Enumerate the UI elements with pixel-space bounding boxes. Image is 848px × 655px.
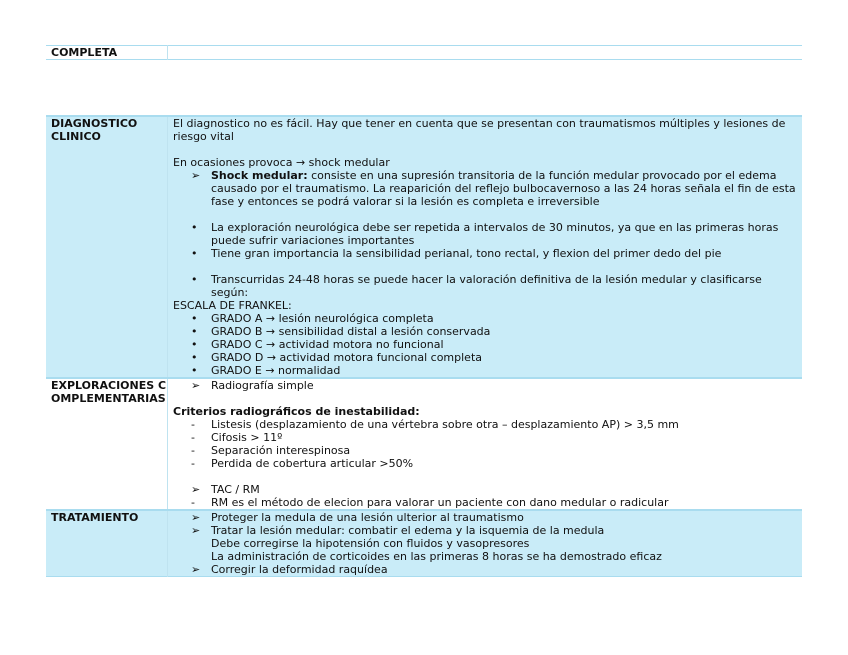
grado-item: • GRADO B → sensibilidad distal a lesión conservada — [191, 325, 491, 338]
row-content-empty — [168, 46, 803, 60]
expl-rx-item: ➢ Radiografía simple — [191, 379, 314, 392]
main-table — [46, 115, 802, 577]
criterios-heading: Criterios radiográficos de inestabilidad: — [173, 405, 420, 418]
trat-item-2: ➢ Tratar la lesión medular: combatir el edema y la isquemia de la medula — [191, 524, 605, 537]
diag-paragraph-2: En ocasiones provoca → shock medular — [173, 156, 390, 169]
diagnostico-row — [46, 116, 802, 378]
grado-item: • GRADO C → actividad motora no funcional — [191, 338, 444, 351]
diag-bullet-1: • La exploración neurológica debe ser repetida a intervalos de 30 minutos, ya que en las primeras horas puede sufrir variaciones importantes — [191, 221, 779, 247]
diag-bullet-3: • Transcurridas 24-48 horas se puede hacer la valoración definitiva de la lesión medular y clasificarse según: — [191, 273, 762, 299]
top-row — [46, 46, 802, 60]
arrow-bullet-icon: ➢ — [191, 379, 201, 392]
grado-item: • GRADO A → lesión neurológica completa — [191, 312, 434, 325]
trat-item-1: ➢ Proteger la medula de una lesión ulterior al traumatismo — [191, 511, 524, 524]
dash-icon: - — [191, 444, 195, 457]
grado-item: • GRADO E → normalidad — [191, 364, 341, 377]
arrow-bullet-icon: ➢ — [191, 169, 201, 182]
shock-title: Shock medular: — [211, 169, 308, 182]
dash-icon: - — [191, 431, 195, 444]
diag-bullet-2: • Tiene gran importancia la sensibilidad perianal, tono rectal, y flexion del primer dedo del pie — [191, 247, 722, 260]
exploraciones-row — [46, 378, 802, 510]
bullet-icon: • — [191, 221, 198, 234]
bullet-icon: • — [191, 312, 198, 325]
arrow-bullet-icon: ➢ — [191, 563, 201, 576]
criterio-item: - Cifosis > 11º — [191, 431, 283, 444]
row-label-diagnostico: DIAGNOSTICO CLINICO — [46, 116, 168, 378]
row-label-exploraciones: EXPLORACIONES COMPLEMENTARIAS — [46, 378, 168, 510]
row-label-completa: COMPLETA — [46, 46, 168, 60]
bullet-icon: • — [191, 247, 198, 260]
dash-icon: - — [191, 496, 195, 509]
tratamiento-content — [168, 510, 803, 577]
criterio-item: - Listesis (desplazamiento de una vértebra sobre otra – desplazamiento AP) > 3,5 mm — [191, 418, 679, 431]
criterio-item: - Separación interespinosa — [191, 444, 351, 457]
criterio-item: - Perdida de cobertura articular >50% — [191, 457, 414, 470]
top-table — [46, 45, 802, 60]
expl-rm-item: - RM es el método de elecion para valorar un paciente con dano medular o radicular — [191, 496, 669, 509]
grado-item: • GRADO D → actividad motora funcional completa — [191, 351, 482, 364]
dash-icon: - — [191, 418, 195, 431]
bullet-icon: • — [191, 273, 198, 286]
arrow-bullet-icon: ➢ — [191, 511, 201, 524]
trat-item-3: ➢ Corregir la deformidad raquídea — [191, 563, 388, 576]
shock-text: consiste en una supresión transitoria de la función medular provocado por el edema causado por el traumatismo. La reaparición del reflejo bulbocavernoso a las 24 horas señala el fin de esta fase y entonces se podrá valorar si la lesión es completa e irreversible — [211, 169, 796, 208]
dash-icon: - — [191, 457, 195, 470]
trat-item-2b: La administración de corticoides en las primeras 8 horas se ha demostrado eficaz — [211, 550, 662, 563]
bullet-icon: • — [191, 338, 198, 351]
shock-item — [173, 169, 802, 208]
bullet-icon: • — [191, 351, 198, 364]
diag-paragraph-1: El diagnostico no es fácil. Hay que tener en cuenta que se presentan con traumatismos múltiples y lesiones de riesgo vital — [173, 117, 786, 143]
tratamiento-row — [46, 510, 802, 577]
arrow-bullet-icon: ➢ — [191, 524, 201, 537]
expl-tac-item: ➢ TAC / RM — [191, 483, 260, 496]
diagnostico-content — [168, 116, 803, 378]
trat-item-2a: Debe corregirse la hipotensión con fluidos y vasopresores — [211, 537, 530, 550]
bullet-icon: • — [191, 325, 198, 338]
escala-heading: ESCALA DE FRANKEL: — [173, 299, 292, 312]
exploraciones-content — [168, 378, 803, 510]
arrow-bullet-icon: ➢ — [191, 483, 201, 496]
row-label-tratamiento: TRATAMIENTO — [46, 510, 168, 577]
bullet-icon: • — [191, 364, 198, 377]
